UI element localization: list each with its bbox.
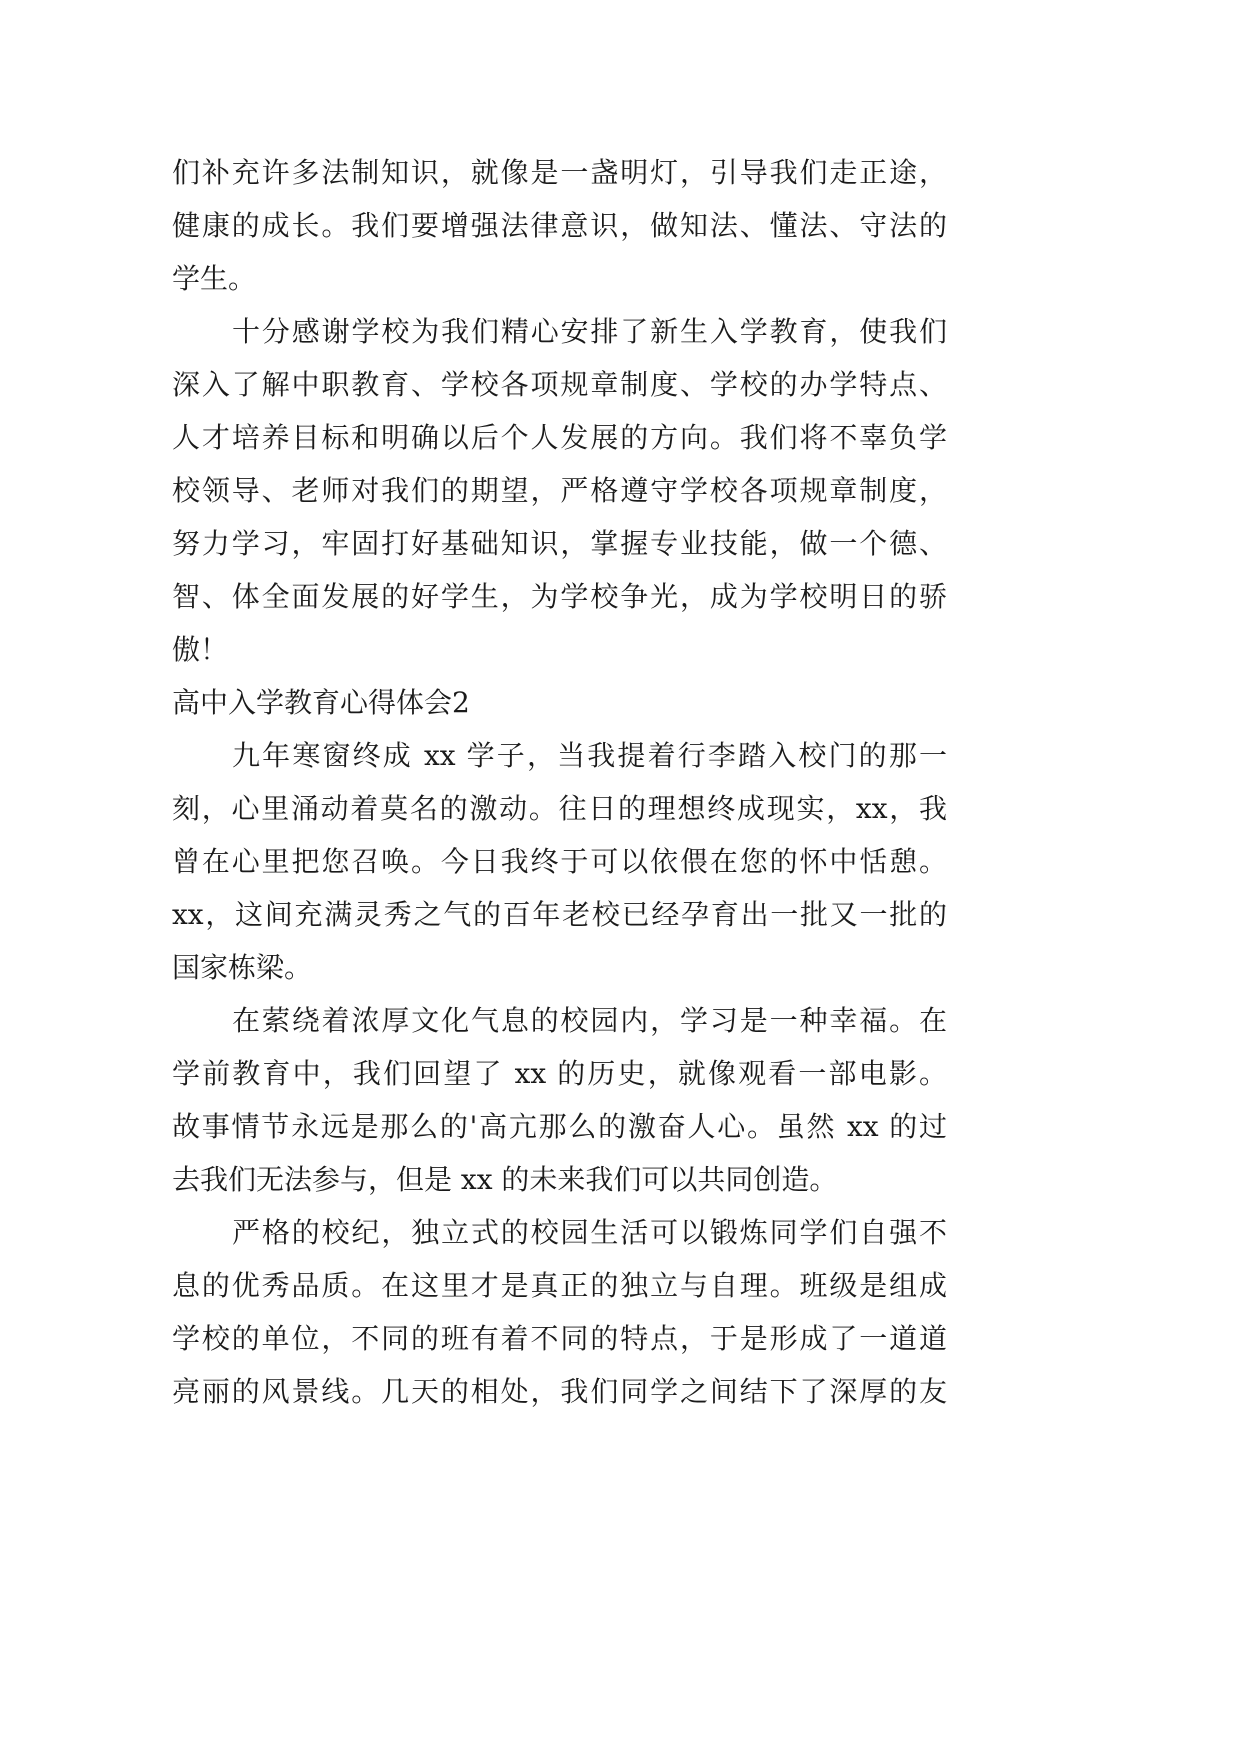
paragraph — [172, 305, 947, 676]
text-line: 努力学习，牢固打好基础知识，掌握专业技能，做一个德、 — [172, 527, 947, 560]
text-line: 深入了解中职教育、学校各项规章制度、学校的办学特点、 — [172, 368, 947, 401]
text-line: 曾在心里把您召唤。今日我终于可以依偎在您的怀中恬憩。 — [172, 845, 947, 878]
paragraph — [172, 994, 947, 1206]
document-page — [172, 146, 947, 1418]
text-line: 故事情节永远是那么的'高亢那么的激奋人心。虽然 xx 的过 — [172, 1110, 947, 1143]
text-line: 息的优秀品质。在这里才是真正的独立与自理。班级是组成 — [172, 1269, 947, 1302]
text-line: 亮丽的风景线。几天的相处，我们同学之间结下了深厚的友 — [172, 1375, 947, 1408]
text-line: 九年寒窗终成 xx 学子，当我提着行李踏入校门的那一 — [232, 739, 947, 772]
text-line: 学前教育中，我们回望了 xx 的历史，就像观看一部电影。 — [172, 1057, 947, 1090]
text-line: 校领导、老师对我们的期望，严格遵守学校各项规章制度， — [172, 474, 947, 507]
paragraph — [172, 146, 947, 305]
section-heading: 高中入学教育心得体会2 — [172, 686, 470, 719]
text-line: xx，这间充满灵秀之气的百年老校已经孕育出一批又一批的 — [172, 898, 947, 931]
text-line: 智、体全面发展的好学生，为学校争光，成为学校明日的骄 — [172, 580, 947, 613]
text-line: 健康的成长。我们要增强法律意识，做知法、懂法、守法的 — [172, 209, 947, 242]
text-line: 严格的校纪，独立式的校园生活可以锻炼同学们自强不 — [232, 1216, 947, 1249]
paragraph — [172, 729, 947, 994]
text-line: 刻，心里涌动着莫名的激动。往日的理想终成现实，xx，我 — [172, 792, 947, 825]
text-line: 在萦绕着浓厚文化气息的校园内，学习是一种幸福。在 — [232, 1004, 947, 1037]
text-line: 去我们无法参与，但是 xx 的未来我们可以共同创造。 — [172, 1163, 838, 1196]
text-line: 国家栋梁。 — [172, 951, 313, 984]
text-line: 人才培养目标和明确以后个人发展的方向。我们将不辜负学 — [172, 421, 947, 454]
text-line: 傲！ — [172, 633, 229, 666]
text-line: 学生。 — [172, 262, 257, 295]
text-line: 十分感谢学校为我们精心安排了新生入学教育，使我们 — [232, 315, 947, 348]
text-line: 们补充许多法制知识，就像是一盏明灯，引导我们走正途， — [172, 156, 947, 189]
text-line: 学校的单位，不同的班有着不同的特点，于是形成了一道道 — [172, 1322, 947, 1355]
paragraph — [172, 1206, 947, 1418]
